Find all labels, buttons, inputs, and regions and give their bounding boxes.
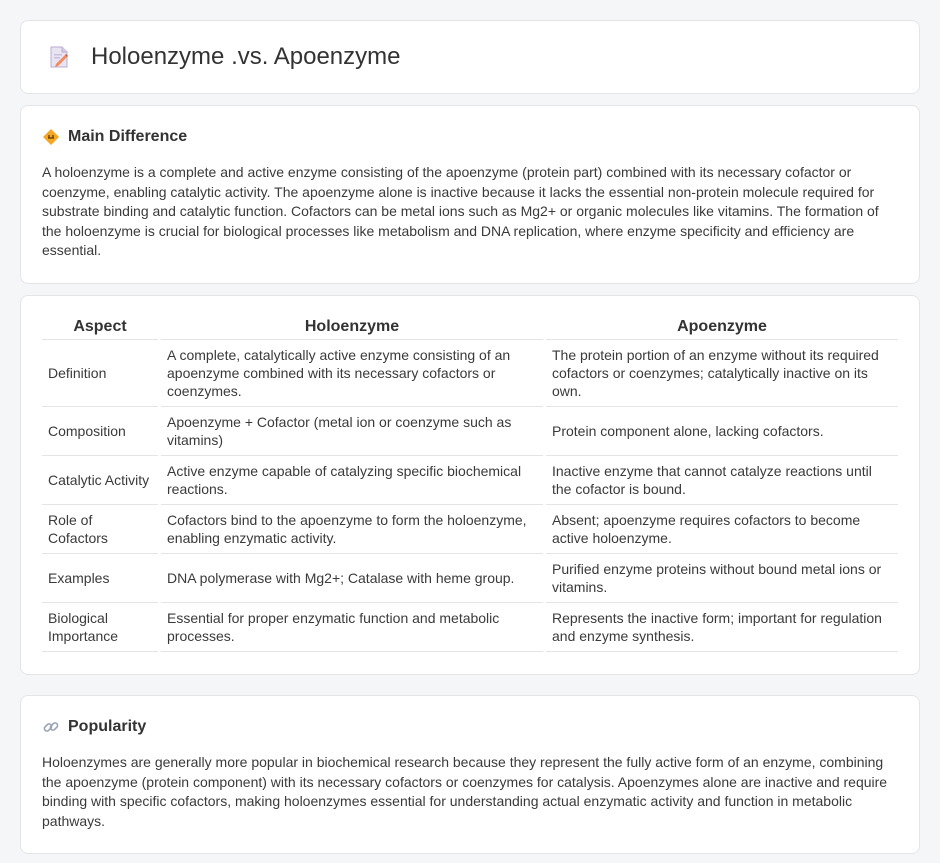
header-card: [20, 20, 920, 94]
table-cell: Represents the inactive form; important for regulation and enzyme synthesis.: [546, 603, 898, 652]
table-row: [42, 407, 898, 456]
section-title: Popularity: [68, 718, 147, 735]
table-header-row: [42, 318, 898, 340]
main-difference-card: [20, 105, 920, 284]
table-cell: Catalytic Activity: [42, 456, 158, 505]
table-cell: Purified enzyme proteins without bound metal ions or vitamins.: [546, 554, 898, 603]
table-cell: Definition: [42, 340, 158, 407]
comparison-card: [20, 295, 920, 675]
table-cell: Active enzyme capable of catalyzing specific biochemical reactions.: [161, 456, 543, 505]
table-cell: Inactive enzyme that cannot catalyze reactions until the cofactor is bound.: [546, 456, 898, 505]
page-title: Holoenzyme .vs. Apoenzyme: [91, 43, 401, 70]
popularity-card: [20, 695, 920, 854]
table-row: [42, 603, 898, 652]
table-cell: The protein portion of an enzyme without its required cofactors or coenzymes; catalytically inactive on its own.: [546, 340, 898, 407]
popularity-text: Holoenzymes are generally more popular in biochemical research because they represent the fully active form of an enzyme, combining the apoenzyme (protein component) with its necessary cofactors or coenzymes for catalysis. Apoenzymes alone are inactive and require binding with specific cofactors, making holoenzymes essential for understanding actual enzymatic activity and function in metabolic pathways.: [42, 754, 888, 829]
table-cell: Absent; apoenzyme requires cofactors to become active holoenzyme.: [546, 505, 898, 554]
section-title: Main Difference: [68, 128, 188, 145]
table-row: [42, 505, 898, 554]
table-cell: Biological Importance: [42, 603, 158, 652]
table-cell: Cofactors bind to the apoenzyme to form the holoenzyme, enabling enzymatic activity.: [161, 505, 543, 554]
comparison-table: [39, 318, 901, 652]
link-icon: [42, 718, 60, 736]
table-cell: A complete, catalytically active enzyme consisting of an apoenzyme combined with its necessary cofactors or coenzymes.: [161, 340, 543, 407]
table-cell: Essential for proper enzymatic function and metabolic processes.: [161, 603, 543, 652]
table-cell: Examples: [42, 554, 158, 603]
popularity-heading: [42, 718, 898, 736]
main-difference-heading: [42, 128, 898, 146]
table-row: [42, 340, 898, 407]
column-header: Holoenzyme: [161, 318, 543, 340]
diamond-sign-icon: [42, 128, 60, 146]
main-difference-text: A holoenzyme is a complete and active enzyme consisting of the apoenzyme (protein part) combined with its necessary cofactor or coenzyme, enabling catalytic activity. The apoenzyme alone is inactive because it lacks the essential non-protein molecule required for substrate binding and catalytic function. Cofactors can be metal ions such as Mg2+ or organic molecules like vitamins. The formation of the holoenzyme is crucial for biological processes like metabolism and DNA replication, where enzyme specificity and efficiency are essential.: [42, 164, 879, 258]
table-cell: Protein component alone, lacking cofactors.: [546, 407, 898, 456]
table-cell: DNA polymerase with Mg2+; Catalase with heme group.: [161, 554, 543, 603]
table-cell: Apoenzyme + Cofactor (metal ion or coenzyme such as vitamins): [161, 407, 543, 456]
table-cell: Composition: [42, 407, 158, 456]
table-cell: Role of Cofactors: [42, 505, 158, 554]
table-row: [42, 554, 898, 603]
column-header: Aspect: [42, 318, 158, 340]
table-row: [42, 456, 898, 505]
column-header: Apoenzyme: [546, 318, 898, 340]
document-edit-icon: [47, 45, 71, 69]
